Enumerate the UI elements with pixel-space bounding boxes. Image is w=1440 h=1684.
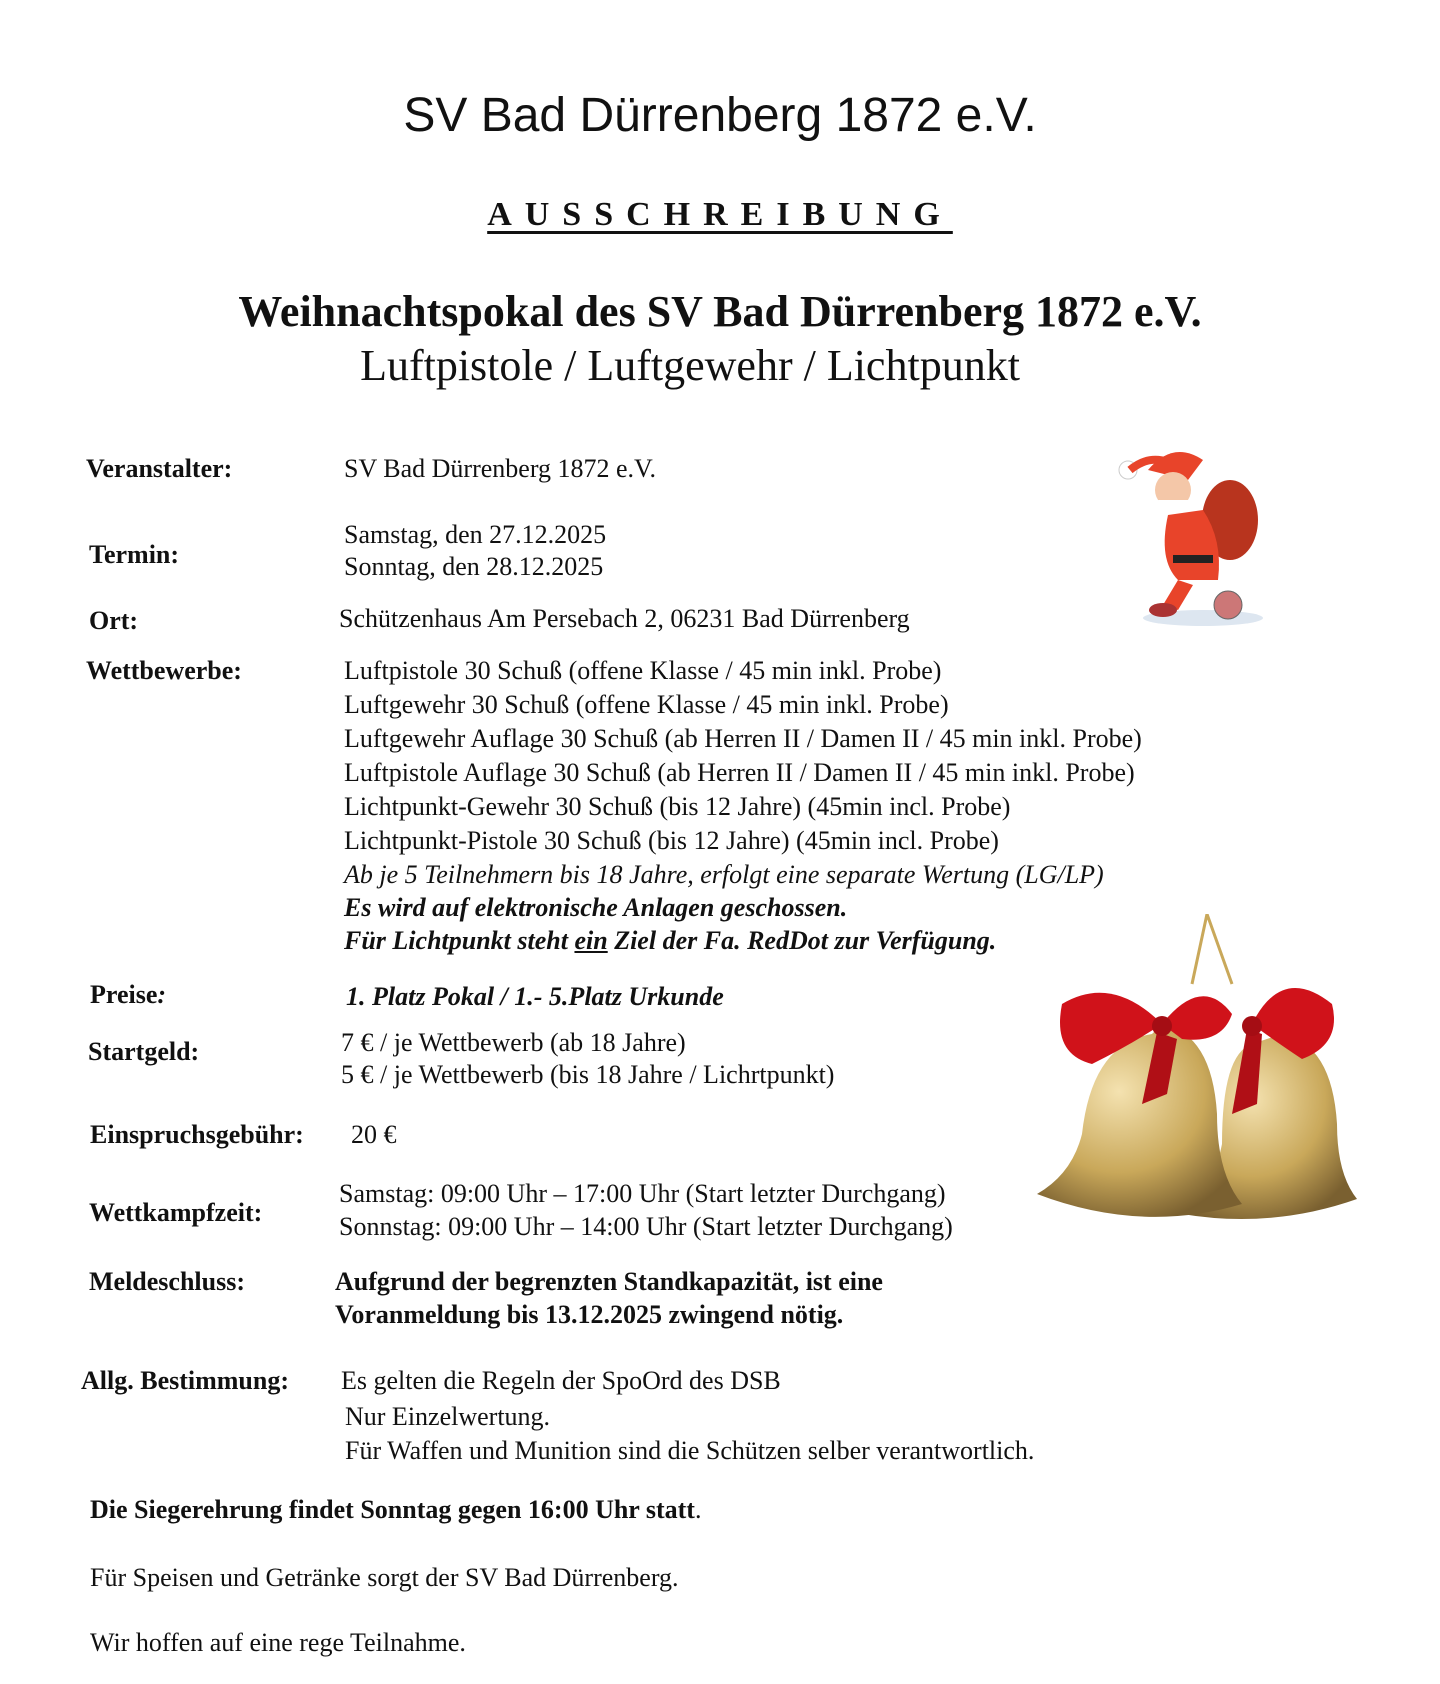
wettbewerb-item: Luftgewehr Auflage 30 Schuß (ab Herren II / Damen II / 45 min inkl. Probe) bbox=[344, 724, 1142, 753]
disciplines: Luftpistole / Luftgewehr / Lichtpunkt bbox=[360, 341, 1020, 390]
label-preise-text: Preise bbox=[90, 980, 158, 1009]
value-termin-1: Samstag, den 27.12.2025 bbox=[344, 520, 607, 549]
note-reddot-post: Ziel der Fa. RedDot zur Verfügung. bbox=[607, 926, 997, 955]
label-meldeschluss: Meldeschluss: bbox=[89, 1267, 245, 1296]
santa-illustration bbox=[1118, 440, 1273, 630]
value-preise: 1. Platz Pokal / 1.- 5.Platz Urkunde bbox=[346, 982, 724, 1011]
label-startgeld: Startgeld: bbox=[88, 1037, 200, 1066]
label-termin: Termin: bbox=[89, 540, 180, 569]
wettbewerb-item: Luftpistole 30 Schuß (offene Klasse / 45 min inkl. Probe) bbox=[344, 656, 942, 685]
value-startgeld-2: 5 € / je Wettbewerb (bis 18 Jahre / Lichrtpunkt) bbox=[341, 1060, 835, 1089]
value-wettkampfzeit-1: Samstag: 09:00 Uhr – 17:00 Uhr (Start letzter Durchgang) bbox=[339, 1179, 946, 1208]
value-meldeschluss-2: Voranmeldung bis 13.12.2025 zwingend nötig. bbox=[335, 1300, 844, 1329]
label-wettkampfzeit: Wettkampfzeit: bbox=[89, 1198, 263, 1227]
ceremony-end: . bbox=[694, 1495, 702, 1524]
value-ort: Schützenhaus Am Persebach 2, 06231 Bad Dürrenberg bbox=[339, 604, 910, 633]
food-notice: Für Speisen und Getränke sorgt der SV Bad Dürrenberg. bbox=[90, 1563, 679, 1592]
note-electronic: Es wird auf elektronische Anlagen geschossen. bbox=[344, 893, 848, 922]
note-reddot-em: ein bbox=[574, 926, 608, 955]
note-reddot bbox=[344, 928, 996, 954]
label-wettbewerbe: Wettbewerbe: bbox=[86, 656, 242, 685]
event-title: Weihnachtspokal des SV Bad Dürrenberg 1872 e.V. bbox=[238, 287, 1202, 336]
label-einspruch: Einspruchsgebühr: bbox=[90, 1120, 304, 1149]
label-preise-colon: : bbox=[157, 980, 167, 1009]
wettbewerb-item: Lichtpunkt-Gewehr 30 Schuß (bis 12 Jahre) (45min incl. Probe) bbox=[344, 792, 1011, 821]
closing-text: Wir hoffen auf eine rege Teilnahme. bbox=[90, 1628, 466, 1657]
wettbewerb-item: Luftgewehr 30 Schuß (offene Klasse / 45 min inkl. Probe) bbox=[344, 690, 949, 719]
value-bestimmung-2: Nur Einzelwertung. bbox=[345, 1402, 551, 1431]
ceremony-notice bbox=[90, 1497, 701, 1523]
label-preise bbox=[90, 982, 166, 1008]
label-bestimmung: Allg. Bestimmung: bbox=[81, 1366, 289, 1395]
label-veranstalter: Veranstalter: bbox=[86, 454, 233, 483]
value-einspruch: 20 € bbox=[351, 1120, 397, 1149]
value-startgeld-1: 7 € / je Wettbewerb (ab 18 Jahre) bbox=[341, 1028, 686, 1057]
document-type bbox=[0, 198, 1440, 232]
value-wettkampfzeit-2: Sonnstag: 09:00 Uhr – 14:00 Uhr (Start letzter Durchgang) bbox=[339, 1212, 953, 1241]
value-termin-2: Sonntag, den 28.12.2025 bbox=[344, 552, 604, 581]
label-ort: Ort: bbox=[89, 606, 139, 635]
wettbewerb-item: Lichtpunkt-Pistole 30 Schuß (bis 12 Jahre) (45min incl. Probe) bbox=[344, 826, 999, 855]
note-reddot-pre: Für Lichtpunkt steht bbox=[344, 926, 575, 955]
club-title: SV Bad Dürrenberg 1872 e.V. bbox=[403, 89, 1037, 142]
document-type-text: AUSSCHREIBUNG bbox=[487, 196, 953, 233]
ceremony-text: Die Siegerehrung findet Sonntag gegen 16:00 Uhr statt bbox=[90, 1495, 695, 1524]
value-veranstalter: SV Bad Dürrenberg 1872 e.V. bbox=[344, 454, 656, 483]
wettbewerb-item: Luftpistole Auflage 30 Schuß (ab Herren II / Damen II / 45 min inkl. Probe) bbox=[344, 758, 1135, 787]
value-bestimmung-3: Für Waffen und Munition sind die Schützen selber verantwortlich. bbox=[345, 1436, 1035, 1465]
value-meldeschluss-1: Aufgrund der begrenzten Standkapazität, ist eine bbox=[335, 1267, 883, 1296]
value-bestimmung-1: Es gelten die Regeln der SpoOrd des DSB bbox=[341, 1366, 781, 1395]
note-youth: Ab je 5 Teilnehmern bis 18 Jahre, erfolgt eine separate Wertung (LG/LP) bbox=[344, 860, 1104, 889]
bells-illustration bbox=[1032, 914, 1377, 1239]
